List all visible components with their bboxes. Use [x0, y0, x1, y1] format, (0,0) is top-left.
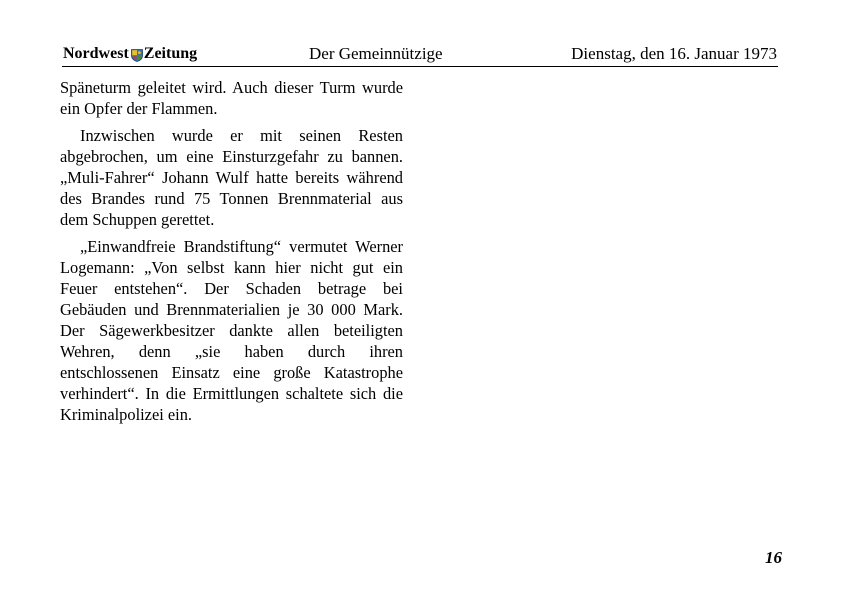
- article-paragraph: Späneturm geleitet wird. Auch dieser Turm wurde ein Opfer der Flammen.: [60, 78, 403, 118]
- masthead-name-right: Zeitung: [143, 45, 198, 62]
- page-number: 16: [765, 548, 782, 567]
- article-column: [60, 77, 403, 431]
- article-paragraph: Inzwischen wurde er mit seinen Resten abgebrochen, um eine Einsturzgefahr zu bannen. „Muli-Fahrer“ Johann Wulf hatte bereits während des Brandes rund 75 Tonnen Brennmaterial aus dem Schuppen gerettet.: [60, 126, 403, 229]
- coat-of-arms-icon: [131, 48, 143, 61]
- article-paragraph: „Einwandfreie Brandstiftung“ vermutet Werner Logemann: „Von selbst kann hier nicht gut ein Feuer entstehen“. Der Schaden betrage bei Gebäuden und Brennmaterialien je 30 000 Mark. Der Sägewerkbesitzer dankte allen beteiligten Wehren, denn „sie haben durch ihren entschlossenen Einsatz eine große Katastrophe verhindert“. In die Ermittlungen schaltete sich die Kriminalpolizei ein.: [60, 237, 403, 424]
- issue-date: Dienstag, den 16. Januar 1973: [571, 44, 777, 63]
- section-title: Der Gemeinnützige: [309, 44, 443, 63]
- newspaper-masthead: [63, 44, 197, 64]
- page-header: [62, 44, 778, 67]
- masthead-name-left: Nordwest: [63, 45, 129, 62]
